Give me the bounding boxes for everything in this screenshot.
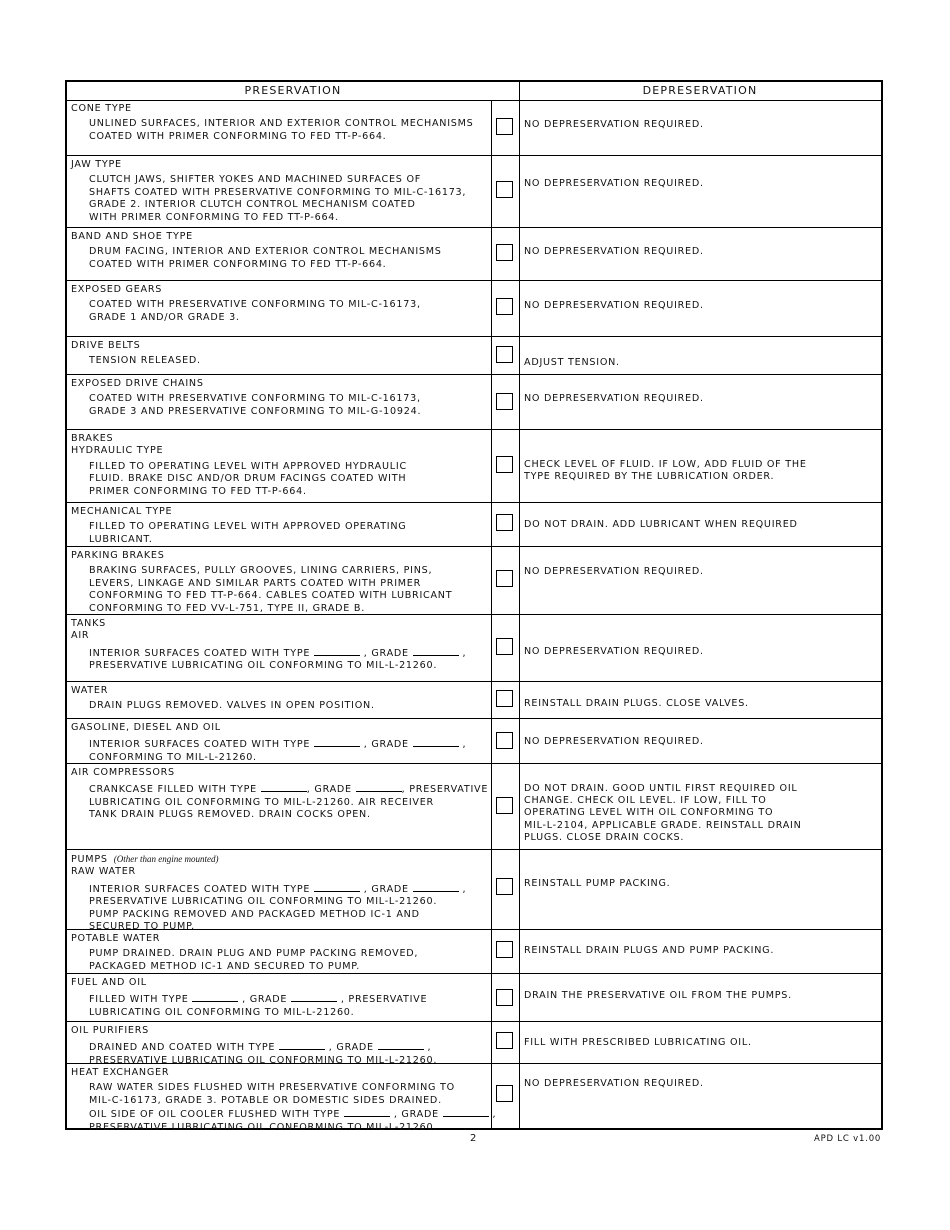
depreservation-line: OPERATING LEVEL WITH OIL CONFORMING TO	[524, 807, 774, 819]
completion-checkbox[interactable]	[496, 393, 513, 410]
preservation-header: PRESERVATION	[244, 84, 342, 97]
form-version: APD LC v1.00	[814, 1134, 882, 1144]
completion-checkbox[interactable]	[496, 638, 513, 655]
depreservation-line: DRAIN THE PRESERVATIVE OIL FROM THE PUMPS.	[524, 990, 792, 1001]
depreservation-cell	[524, 519, 874, 531]
preservation-table	[65, 80, 883, 1133]
depreservation-cell	[524, 1037, 874, 1049]
depreservation-line: CHANGE. CHECK OIL LEVEL. IF LOW, FILL TO	[524, 795, 767, 807]
preservation-cell	[71, 506, 491, 546]
depreservation-line: NO DEPRESERVATION REQUIRED.	[524, 300, 704, 311]
preservation-cell	[71, 1025, 491, 1067]
completion-checkbox[interactable]	[496, 570, 513, 587]
depreservation-cell	[524, 119, 874, 131]
item-description-line: WITH PRIMER CONFORMING TO FED TT-P-664.	[89, 211, 339, 223]
completion-checkbox[interactable]	[496, 989, 513, 1006]
fill-in-blank[interactable]	[413, 737, 459, 747]
item-title: MECHANICAL TYPE	[71, 506, 173, 517]
item-title: HEAT EXCHANGER	[71, 1067, 170, 1078]
table-row	[67, 375, 881, 430]
table-row	[67, 228, 881, 281]
item-title: POTABLE WATER	[71, 933, 161, 944]
item-title: WATER	[71, 685, 109, 696]
fill-in-blank[interactable]	[378, 1040, 424, 1050]
preservation-cell	[71, 340, 491, 368]
depreservation-line: MIL-L-2104, APPLICABLE GRADE. REINSTALL DRAIN	[524, 819, 802, 831]
preservation-cell	[71, 550, 491, 615]
completion-checkbox[interactable]	[496, 181, 513, 198]
item-description-line: CLUTCH JAWS, SHIFTER YOKES AND MACHINED SURFACES OF	[89, 174, 422, 186]
preservation-cell	[71, 433, 491, 498]
item-title: OIL PURIFIERS	[71, 1025, 149, 1036]
completion-checkbox[interactable]	[496, 118, 513, 135]
item-description-line: INTERIOR SURFACES COATED WITH TYPE , GRADE ,	[89, 883, 467, 895]
item-description-line: LUBRICATING OIL CONFORMING TO MIL-L-21260. AIR RECEIVER	[89, 796, 434, 808]
preservation-cell	[71, 767, 491, 822]
table-row	[67, 100, 881, 156]
item-description-line: DRAINED AND COATED WITH TYPE , GRADE ,	[89, 1042, 432, 1054]
item-description-line: PRESERVATIVE LUBRICATING OIL CONFORMING TO MIL-L-21260.	[89, 896, 438, 908]
item-description-line: SHAFTS COATED WITH PRESERVATIVE CONFORMING TO MIL-C-16173,	[89, 186, 467, 198]
fill-in-blank[interactable]	[413, 882, 459, 892]
depreservation-line: NO DEPRESERVATION REQUIRED.	[524, 246, 704, 257]
item-note: (Other than engine mounted)	[113, 854, 219, 864]
table-row	[67, 1022, 881, 1064]
item-description-line: LUBRICATING OIL CONFORMING TO MIL-L-21260.	[89, 1006, 355, 1018]
depreservation-cell	[524, 646, 874, 658]
fill-in-blank[interactable]	[413, 646, 459, 656]
depreservation-line: REINSTALL DRAIN PLUGS. CLOSE VALVES.	[524, 698, 749, 709]
completion-checkbox[interactable]	[496, 1032, 513, 1049]
item-description-line: UNLINED SURFACES, INTERIOR AND EXTERIOR CONTROL MECHANISMS	[89, 118, 474, 130]
item-title: AIR COMPRESSORS	[71, 767, 175, 778]
preservation-cell	[71, 722, 491, 764]
table-row	[67, 1064, 881, 1133]
depreservation-line: FILL WITH PRESCRIBED LUBRICATING OIL.	[524, 1037, 752, 1048]
depreservation-line: CHECK LEVEL OF FLUID. IF LOW, ADD FLUID OF THE	[524, 459, 807, 470]
completion-checkbox[interactable]	[496, 732, 513, 749]
page-number: 2	[470, 1133, 477, 1144]
depreservation-line: REINSTALL DRAIN PLUGS AND PUMP PACKING.	[524, 945, 775, 956]
item-description-line: CRANKCASE FILLED WITH TYPE , GRADE , PRESERVATIVE	[89, 784, 489, 796]
checkbox-column-divider	[491, 100, 492, 1128]
item-title: EXPOSED GEARS	[71, 284, 163, 295]
completion-checkbox[interactable]	[496, 514, 513, 531]
table-row	[67, 682, 881, 719]
item-description-line: DRAIN PLUGS REMOVED. VALVES IN OPEN POSITION.	[89, 700, 375, 712]
fill-in-blank[interactable]	[314, 882, 360, 892]
fill-in-blank[interactable]	[344, 1107, 390, 1117]
table-row	[67, 615, 881, 682]
fill-in-blank[interactable]	[314, 646, 360, 656]
item-title: EXPOSED DRIVE CHAINS	[71, 378, 204, 389]
depreservation-cell	[524, 1078, 874, 1090]
fill-in-blank[interactable]	[356, 782, 402, 792]
item-description-line: FILLED WITH TYPE , GRADE , PRESERVATIVE	[89, 994, 428, 1006]
completion-checkbox[interactable]	[496, 690, 513, 707]
item-subtitle: HYDRAULIC TYPE	[71, 445, 164, 457]
item-description-line: PRIMER CONFORMING TO FED TT-P-664.	[89, 485, 307, 497]
depreservation-cell	[524, 300, 874, 312]
completion-checkbox[interactable]	[496, 941, 513, 958]
table-row	[67, 547, 881, 615]
fill-in-blank[interactable]	[261, 782, 307, 792]
depreservation-line: ADJUST TENSION.	[524, 357, 620, 368]
depreservation-line: NO DEPRESERVATION REQUIRED.	[524, 1078, 704, 1089]
preservation-cell	[71, 159, 491, 224]
preservation-cell	[71, 933, 491, 973]
depreservation-cell	[524, 357, 874, 369]
completion-checkbox[interactable]	[496, 878, 513, 895]
table-row	[67, 974, 881, 1022]
table-row	[67, 337, 881, 375]
depreservation-line: REINSTALL PUMP PACKING.	[524, 878, 671, 889]
item-title: GASOLINE, DIESEL AND OIL	[71, 722, 221, 733]
item-description-line: PRESERVATIVE LUBRICATING OIL CONFORMING TO MIL-L-21260.	[89, 1121, 438, 1133]
column-divider	[519, 82, 520, 1128]
item-description-line: FILLED TO OPERATING LEVEL WITH APPROVED HYDRAULIC	[89, 460, 407, 472]
item-description-line: LUBRICANT.	[89, 533, 153, 545]
preservation-cell	[71, 284, 491, 324]
item-description-line: GRADE 3 AND PRESERVATIVE CONFORMING TO MIL-G-10924.	[89, 405, 422, 417]
item-description-line: COATED WITH PRESERVATIVE CONFORMING TO MIL-C-16173,	[89, 299, 421, 311]
item-description-line: TENSION RELEASED.	[89, 355, 201, 367]
item-description-line: MIL-C-16173, GRADE 3. POTABLE OR DOMESTIC SIDES DRAINED.	[89, 1094, 442, 1106]
item-title: BRAKES	[71, 433, 114, 444]
item-title: TANKS	[71, 618, 106, 629]
table-header	[67, 82, 881, 101]
depreservation-line: NO DEPRESERVATION REQUIRED.	[524, 566, 704, 577]
table-row	[67, 281, 881, 337]
completion-checkbox[interactable]	[496, 456, 513, 473]
completion-checkbox[interactable]	[496, 244, 513, 261]
preservation-cell	[71, 1067, 497, 1134]
table-row	[67, 503, 881, 547]
depreservation-cell	[524, 736, 874, 748]
depreservation-cell	[524, 783, 874, 844]
item-description-line: OIL SIDE OF OIL COOLER FLUSHED WITH TYPE , GRADE ,	[89, 1109, 497, 1121]
depreservation-line: NO DEPRESERVATION REQUIRED.	[524, 393, 704, 404]
completion-checkbox[interactable]	[496, 1085, 513, 1102]
table-row	[67, 719, 881, 764]
item-description-line: COATED WITH PRIMER CONFORMING TO FED TT-P-664.	[89, 130, 387, 142]
fill-in-blank[interactable]	[192, 992, 238, 1002]
item-description-line: FLUID. BRAKE DISC AND/OR DRUM FACINGS COATED WITH	[89, 473, 407, 485]
depreservation-cell	[524, 566, 874, 578]
preservation-cell	[71, 378, 491, 418]
depreservation-line: NO DEPRESERVATION REQUIRED.	[524, 646, 704, 657]
fill-in-blank[interactable]	[279, 1040, 325, 1050]
depreservation-cell	[524, 698, 874, 710]
depreservation-line: NO DEPRESERVATION REQUIRED.	[524, 736, 704, 747]
item-description-line: LEVERS, LINKAGE AND SIMILAR PARTS COATED WITH PRIMER	[89, 577, 422, 589]
table-row	[67, 156, 881, 228]
item-description-line: CONFORMING TO MIL-L-21260.	[89, 751, 257, 763]
table-row	[67, 764, 881, 850]
item-description-line: PRESERVATIVE LUBRICATING OIL CONFORMING TO MIL-L-21260.	[89, 1054, 438, 1066]
item-description-line: PRESERVATIVE LUBRICATING OIL CONFORMING TO MIL-L-21260.	[89, 660, 438, 672]
item-description-line: PUMP PACKING REMOVED AND PACKAGED METHOD IC-1 AND	[89, 908, 420, 920]
item-description-line: PUMP DRAINED. DRAIN PLUG AND PUMP PACKING REMOVED,	[89, 948, 419, 960]
item-title: DRIVE BELTS	[71, 340, 141, 351]
depreservation-cell	[524, 393, 874, 405]
item-description-line: CONFORMING TO FED VV-L-751, TYPE II, GRADE B.	[89, 602, 366, 614]
completion-checkbox[interactable]	[496, 298, 513, 315]
preservation-cell	[71, 853, 491, 933]
item-title: PUMPS (Other than engine mounted)	[71, 854, 219, 865]
item-description-line: DRUM FACING, INTERIOR AND EXTERIOR CONTROL MECHANISMS	[89, 246, 442, 258]
item-description-line: SECURED TO PUMP.	[89, 921, 195, 933]
item-description-line: CONFORMING TO FED TT-P-664. CABLES COATED WITH LUBRICANT	[89, 590, 453, 602]
item-description-line: TANK DRAIN PLUGS REMOVED. DRAIN COCKS OPEN.	[89, 809, 371, 821]
depreservation-line: PLUGS. CLOSE DRAIN COCKS.	[524, 831, 685, 843]
depreservation-header: DEPRESERVATION	[642, 84, 758, 97]
preservation-cell	[71, 618, 491, 673]
item-description-line: GRADE 2. INTERIOR CLUTCH CONTROL MECHANISM COATED	[89, 199, 416, 211]
item-description-line: COATED WITH PRIMER CONFORMING TO FED TT-P-664.	[89, 258, 387, 270]
item-title: CONE TYPE	[71, 103, 132, 114]
item-title: JAW TYPE	[71, 159, 122, 170]
item-description-line: INTERIOR SURFACES COATED WITH TYPE , GRADE ,	[89, 739, 467, 751]
item-description-line: FILLED TO OPERATING LEVEL WITH APPROVED OPERATING	[89, 521, 407, 533]
item-title: BAND AND SHOE TYPE	[71, 231, 193, 242]
preservation-cell	[71, 685, 491, 713]
depreservation-cell	[524, 178, 874, 190]
table-row	[67, 430, 881, 503]
depreservation-line: DO NOT DRAIN. GOOD UNTIL FIRST REQUIRED OIL	[524, 783, 798, 794]
depreservation-line: TYPE REQUIRED BY THE LUBRICATION ORDER.	[524, 471, 775, 483]
depreservation-line: NO DEPRESERVATION REQUIRED.	[524, 119, 704, 130]
depreservation-cell	[524, 246, 874, 258]
preservation-cell	[71, 231, 491, 271]
item-description-line: BRAKING SURFACES, PULLY GROOVES, LINING CARRIERS, PINS,	[89, 565, 433, 577]
item-subtitle: AIR	[71, 630, 90, 642]
table-row	[67, 930, 881, 974]
table-row	[67, 850, 881, 933]
preservation-cell	[71, 103, 491, 143]
depreservation-line: NO DEPRESERVATION REQUIRED.	[524, 178, 704, 189]
depreservation-cell	[524, 459, 874, 483]
item-description-line: COATED WITH PRESERVATIVE CONFORMING TO MIL-C-16173,	[89, 393, 421, 405]
item-description-line: INTERIOR SURFACES COATED WITH TYPE , GRADE ,	[89, 647, 467, 659]
item-title: FUEL AND OIL	[71, 977, 147, 988]
depreservation-cell	[524, 878, 874, 890]
depreservation-cell	[524, 945, 874, 957]
item-description-line: PACKAGED METHOD IC-1 AND SECURED TO PUMP.	[89, 960, 361, 972]
completion-checkbox[interactable]	[496, 346, 513, 363]
fill-in-blank[interactable]	[314, 737, 360, 747]
fill-in-blank[interactable]	[291, 992, 337, 1002]
preservation-cell	[71, 977, 491, 1019]
item-description-line: GRADE 1 AND/OR GRADE 3.	[89, 311, 240, 323]
item-subtitle: RAW WATER	[71, 866, 136, 878]
item-description-line: RAW WATER SIDES FLUSHED WITH PRESERVATIVE CONFORMING TO	[89, 1082, 455, 1094]
completion-checkbox[interactable]	[496, 797, 513, 814]
item-title: PARKING BRAKES	[71, 550, 165, 561]
depreservation-line: DO NOT DRAIN. ADD LUBRICANT WHEN REQUIRED	[524, 519, 798, 530]
depreservation-cell	[524, 990, 874, 1002]
fill-in-blank[interactable]	[443, 1107, 489, 1117]
